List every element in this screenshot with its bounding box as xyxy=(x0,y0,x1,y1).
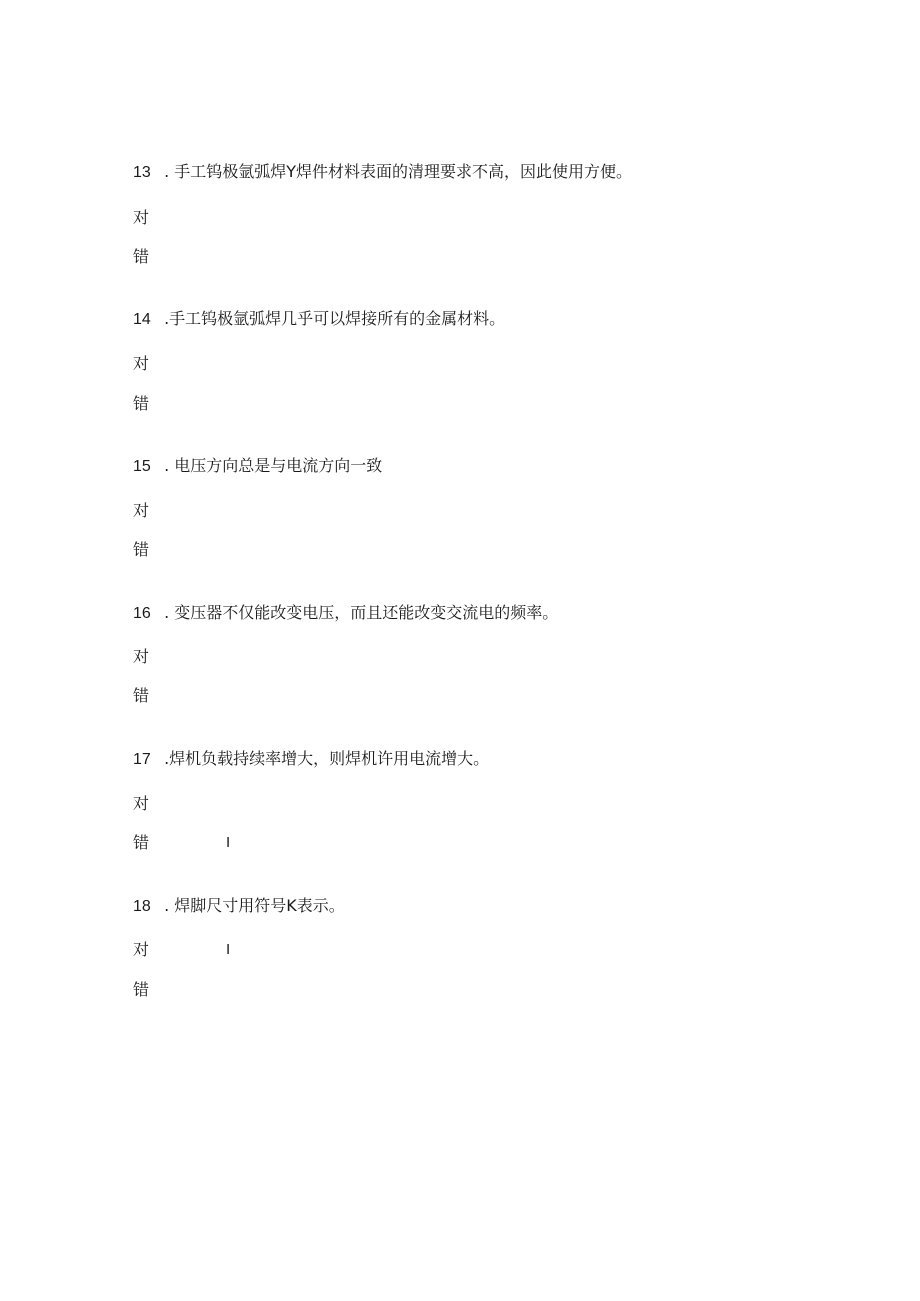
question-17 xyxy=(133,749,489,770)
question-number: 17 xyxy=(133,751,151,768)
option-true[interactable]: 对 xyxy=(133,940,150,959)
option-true[interactable]: 对 xyxy=(133,794,150,813)
question-18 xyxy=(133,896,345,917)
question-text: .焊机负载持续率增大，则焊机许用电流增大。 xyxy=(164,749,490,768)
option-false[interactable]: 错 xyxy=(133,980,150,999)
question-text: . 手工钨极氩弧焊Y焊件材料表面的清理要求不高，因此使用方便。 xyxy=(164,162,633,181)
question-number: 15 xyxy=(133,458,151,475)
question-13 xyxy=(133,162,632,183)
question-16 xyxy=(133,603,558,624)
option-true[interactable]: 对 xyxy=(133,354,150,373)
question-number: 13 xyxy=(133,164,151,181)
answer-mark: I xyxy=(226,834,231,851)
option-false[interactable]: 错 xyxy=(133,540,150,559)
option-true[interactable]: 对 xyxy=(133,208,150,227)
option-false[interactable]: 错 xyxy=(133,833,150,852)
question-number: 14 xyxy=(133,311,151,328)
question-text: . 变压器不仅能改变电压，而且还能改变交流电的频率。 xyxy=(164,603,559,622)
question-text: .手工钨极氩弧焊几乎可以焊接所有的金属材料。 xyxy=(164,309,506,328)
answer-mark: I xyxy=(226,941,231,958)
question-text: . 电压方向总是与电流方向一致 xyxy=(164,456,383,475)
option-false[interactable]: 错 xyxy=(133,686,150,705)
question-14 xyxy=(133,309,505,330)
question-text: . 焊脚尺寸用符号K表示。 xyxy=(164,896,345,915)
option-true[interactable]: 对 xyxy=(133,501,150,520)
question-number: 18 xyxy=(133,898,151,915)
question-number: 16 xyxy=(133,605,151,622)
question-15 xyxy=(133,456,382,477)
option-false[interactable]: 错 xyxy=(133,394,150,413)
option-true[interactable]: 对 xyxy=(133,647,150,666)
option-false[interactable]: 错 xyxy=(133,247,150,266)
